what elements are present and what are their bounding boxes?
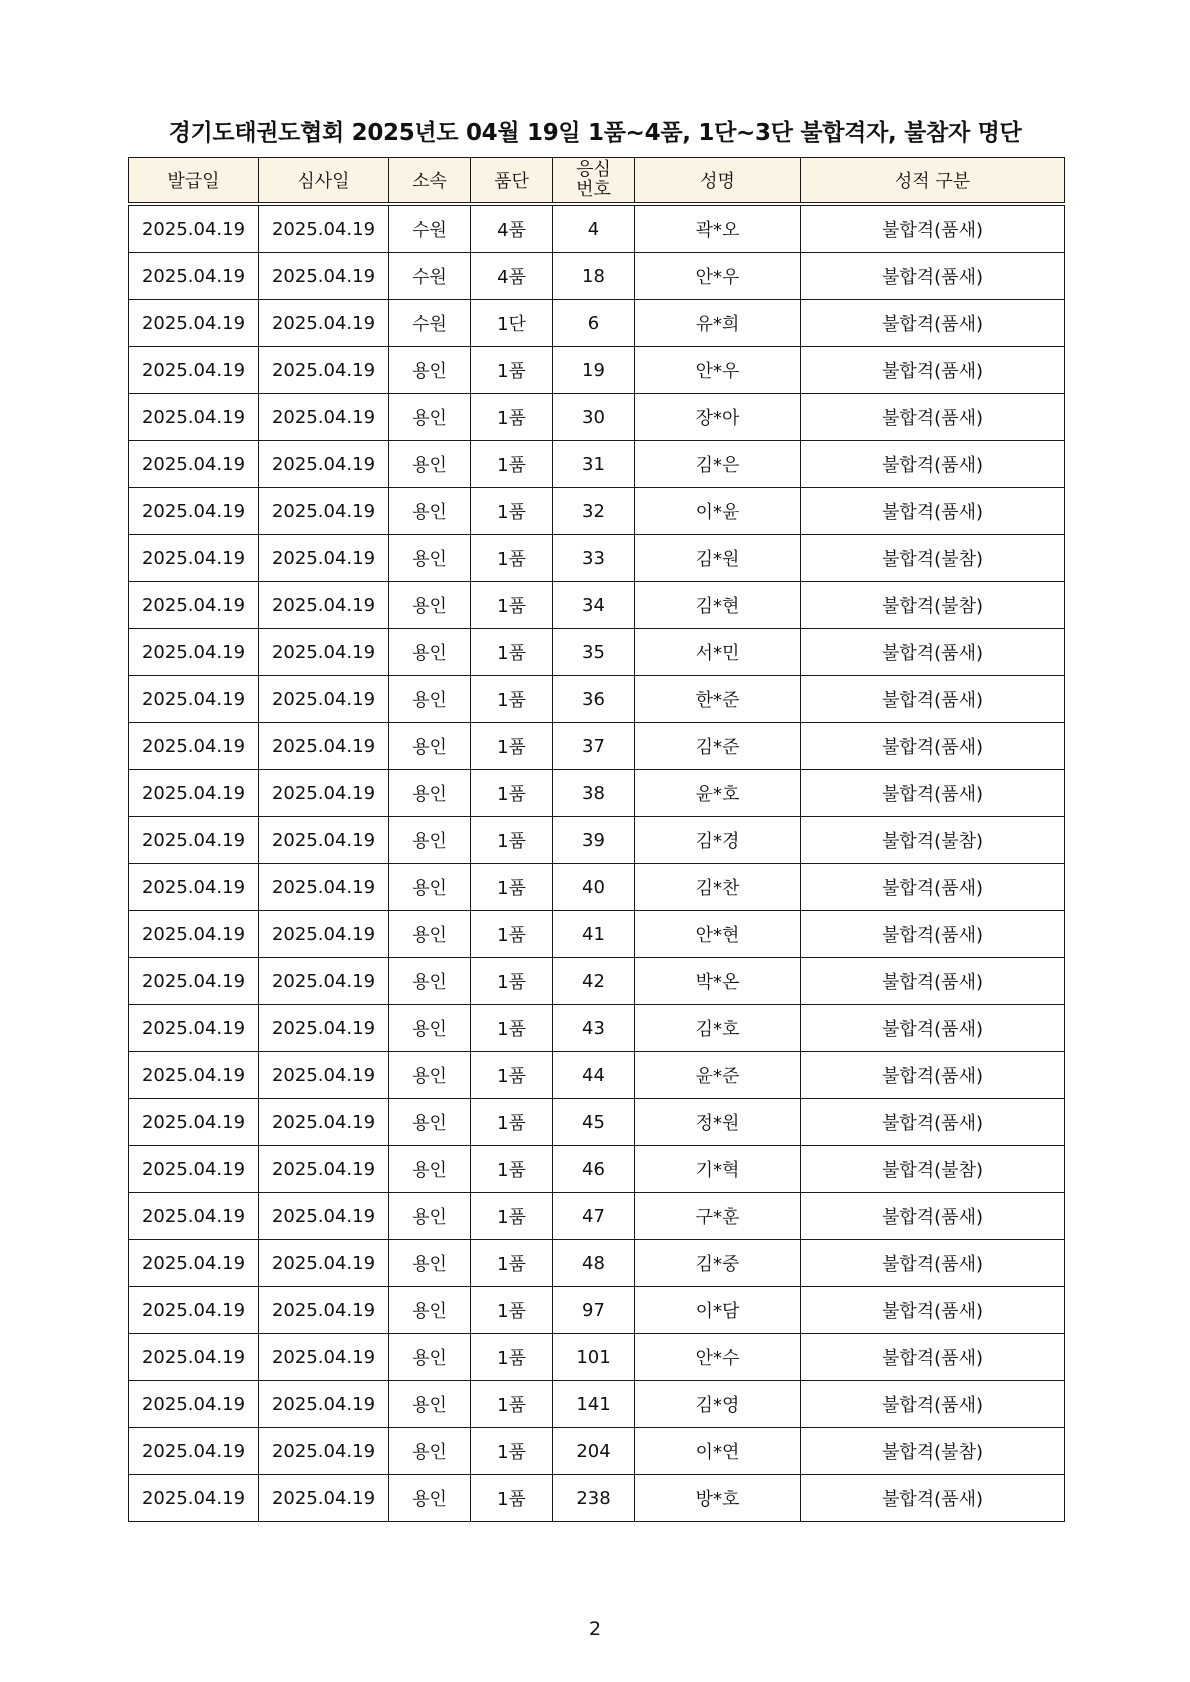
table-row bbox=[129, 770, 1065, 817]
table-row bbox=[129, 958, 1065, 1005]
name-cell: 김*원 bbox=[635, 535, 801, 582]
exam-date-cell: 2025.04.19 bbox=[259, 958, 389, 1005]
rank-cell: 1품 bbox=[471, 582, 553, 629]
table-row bbox=[129, 723, 1065, 770]
name-cell: 서*민 bbox=[635, 629, 801, 676]
exam-date-cell: 2025.04.19 bbox=[259, 1428, 389, 1475]
issue-date-cell: 2025.04.19 bbox=[129, 911, 259, 958]
affiliation-cell: 용인 bbox=[389, 1052, 471, 1099]
issue-date-cell: 2025.04.19 bbox=[129, 676, 259, 723]
page-number: 2 bbox=[588, 1618, 602, 1640]
issue-date-cell: 2025.04.19 bbox=[129, 1287, 259, 1334]
table-row bbox=[129, 1334, 1065, 1381]
name-cell: 기*혁 bbox=[635, 1146, 801, 1193]
col-header-exam-no-line: 응심 bbox=[576, 159, 611, 180]
issue-date-cell: 2025.04.19 bbox=[129, 347, 259, 394]
exam-date-cell: 2025.04.19 bbox=[259, 1287, 389, 1334]
col-header-affiliation: 소속 bbox=[389, 158, 471, 205]
rank-cell: 1단 bbox=[471, 300, 553, 347]
name-cell: 이*윤 bbox=[635, 488, 801, 535]
exam-no-cell: 42 bbox=[553, 958, 635, 1005]
exam-date-cell: 2025.04.19 bbox=[259, 441, 389, 488]
name-cell: 장*아 bbox=[635, 394, 801, 441]
result-cell: 불합격(품새) bbox=[801, 676, 1065, 723]
issue-date-cell: 2025.04.19 bbox=[129, 1193, 259, 1240]
issue-date-cell: 2025.04.19 bbox=[129, 1005, 259, 1052]
header-row bbox=[129, 158, 1065, 205]
col-header-exam-date: 심사일 bbox=[259, 158, 389, 205]
exam-no-cell: 18 bbox=[553, 253, 635, 300]
table-row bbox=[129, 1381, 1065, 1428]
table-row bbox=[129, 347, 1065, 394]
table-row bbox=[129, 300, 1065, 347]
exam-no-cell: 6 bbox=[553, 300, 635, 347]
issue-date-cell: 2025.04.19 bbox=[129, 1052, 259, 1099]
exam-date-cell: 2025.04.19 bbox=[259, 394, 389, 441]
exam-no-cell: 238 bbox=[553, 1475, 635, 1522]
issue-date-cell: 2025.04.19 bbox=[129, 394, 259, 441]
name-cell: 김*호 bbox=[635, 1005, 801, 1052]
table-row bbox=[129, 864, 1065, 911]
rank-cell: 1품 bbox=[471, 488, 553, 535]
issue-date-cell: 2025.04.19 bbox=[129, 817, 259, 864]
result-cell: 불합격(품새) bbox=[801, 300, 1065, 347]
table-row bbox=[129, 394, 1065, 441]
rank-cell: 1품 bbox=[471, 1193, 553, 1240]
table-row bbox=[129, 1005, 1065, 1052]
affiliation-cell: 용인 bbox=[389, 864, 471, 911]
name-cell: 유*희 bbox=[635, 300, 801, 347]
result-cell: 불합격(불참) bbox=[801, 535, 1065, 582]
rank-cell: 1품 bbox=[471, 394, 553, 441]
result-cell: 불합격(품새) bbox=[801, 1287, 1065, 1334]
col-header-issue-date: 발급일 bbox=[129, 158, 259, 205]
issue-date-cell: 2025.04.19 bbox=[129, 1240, 259, 1287]
rank-cell: 1품 bbox=[471, 676, 553, 723]
exam-no-cell: 97 bbox=[553, 1287, 635, 1334]
exam-date-cell: 2025.04.19 bbox=[259, 1334, 389, 1381]
result-cell: 불합격(품새) bbox=[801, 1005, 1065, 1052]
issue-date-cell: 2025.04.19 bbox=[129, 770, 259, 817]
result-cell: 불합격(품새) bbox=[801, 1240, 1065, 1287]
result-cell: 불합격(품새) bbox=[801, 1052, 1065, 1099]
issue-date-cell: 2025.04.19 bbox=[129, 300, 259, 347]
name-cell: 김*현 bbox=[635, 582, 801, 629]
table-row bbox=[129, 1287, 1065, 1334]
table-row bbox=[129, 1052, 1065, 1099]
table-row bbox=[129, 1428, 1065, 1475]
rank-cell: 1품 bbox=[471, 1475, 553, 1522]
issue-date-cell: 2025.04.19 bbox=[129, 1428, 259, 1475]
name-cell: 김*찬 bbox=[635, 864, 801, 911]
exam-date-cell: 2025.04.19 bbox=[259, 1193, 389, 1240]
name-cell: 박*온 bbox=[635, 958, 801, 1005]
rank-cell: 1품 bbox=[471, 817, 553, 864]
rank-cell: 1품 bbox=[471, 911, 553, 958]
result-cell: 불합격(품새) bbox=[801, 1334, 1065, 1381]
exam-date-cell: 2025.04.19 bbox=[259, 300, 389, 347]
exam-no-cell: 101 bbox=[553, 1334, 635, 1381]
exam-no-cell: 45 bbox=[553, 1099, 635, 1146]
issue-date-cell: 2025.04.19 bbox=[129, 441, 259, 488]
exam-date-cell: 2025.04.19 bbox=[259, 817, 389, 864]
affiliation-cell: 용인 bbox=[389, 1146, 471, 1193]
exam-no-cell: 4 bbox=[553, 204, 635, 253]
exam-no-cell: 33 bbox=[553, 535, 635, 582]
table-row bbox=[129, 1193, 1065, 1240]
rank-cell: 1품 bbox=[471, 1099, 553, 1146]
table-row bbox=[129, 253, 1065, 300]
affiliation-cell: 용인 bbox=[389, 1005, 471, 1052]
exam-no-cell: 31 bbox=[553, 441, 635, 488]
col-header-name: 성명 bbox=[635, 158, 801, 205]
table-row bbox=[129, 488, 1065, 535]
result-cell: 불합격(불참) bbox=[801, 817, 1065, 864]
affiliation-cell: 수원 bbox=[389, 253, 471, 300]
exam-no-cell: 19 bbox=[553, 347, 635, 394]
table-row bbox=[129, 1099, 1065, 1146]
exam-date-cell: 2025.04.19 bbox=[259, 911, 389, 958]
name-cell: 김*준 bbox=[635, 723, 801, 770]
exam-date-cell: 2025.04.19 bbox=[259, 676, 389, 723]
table-row bbox=[129, 204, 1065, 253]
rank-cell: 4품 bbox=[471, 204, 553, 253]
affiliation-cell: 용인 bbox=[389, 1193, 471, 1240]
exam-no-cell: 43 bbox=[553, 1005, 635, 1052]
issue-date-cell: 2025.04.19 bbox=[129, 488, 259, 535]
rank-cell: 1품 bbox=[471, 770, 553, 817]
name-cell: 안*수 bbox=[635, 1334, 801, 1381]
affiliation-cell: 용인 bbox=[389, 1381, 471, 1428]
table-row bbox=[129, 629, 1065, 676]
result-cell: 불합격(품새) bbox=[801, 864, 1065, 911]
exam-date-cell: 2025.04.19 bbox=[259, 629, 389, 676]
table-row bbox=[129, 535, 1065, 582]
name-cell: 김*은 bbox=[635, 441, 801, 488]
exam-no-cell: 48 bbox=[553, 1240, 635, 1287]
exam-no-cell: 40 bbox=[553, 864, 635, 911]
name-cell: 안*우 bbox=[635, 347, 801, 394]
rank-cell: 1품 bbox=[471, 723, 553, 770]
exam-date-cell: 2025.04.19 bbox=[259, 535, 389, 582]
exam-date-cell: 2025.04.19 bbox=[259, 1381, 389, 1428]
name-cell: 이*담 bbox=[635, 1287, 801, 1334]
affiliation-cell: 용인 bbox=[389, 676, 471, 723]
rank-cell: 1품 bbox=[471, 864, 553, 911]
exam-no-cell: 44 bbox=[553, 1052, 635, 1099]
exam-no-cell: 34 bbox=[553, 582, 635, 629]
result-cell: 불합격(불참) bbox=[801, 582, 1065, 629]
col-header-exam-no-line: 번호 bbox=[576, 179, 611, 200]
col-header-exam-no bbox=[553, 158, 635, 205]
affiliation-cell: 용인 bbox=[389, 582, 471, 629]
exam-no-cell: 32 bbox=[553, 488, 635, 535]
result-cell: 불합격(품새) bbox=[801, 1193, 1065, 1240]
exam-no-cell: 37 bbox=[553, 723, 635, 770]
exam-no-cell: 141 bbox=[553, 1381, 635, 1428]
rank-cell: 1품 bbox=[471, 347, 553, 394]
result-cell: 불합격(불참) bbox=[801, 1146, 1065, 1193]
exam-date-cell: 2025.04.19 bbox=[259, 864, 389, 911]
exam-date-cell: 2025.04.19 bbox=[259, 253, 389, 300]
result-cell: 불합격(품새) bbox=[801, 629, 1065, 676]
name-cell: 안*현 bbox=[635, 911, 801, 958]
name-cell: 이*연 bbox=[635, 1428, 801, 1475]
rank-cell: 1품 bbox=[471, 1381, 553, 1428]
table-row bbox=[129, 676, 1065, 723]
affiliation-cell: 용인 bbox=[389, 347, 471, 394]
affiliation-cell: 수원 bbox=[389, 300, 471, 347]
affiliation-cell: 용인 bbox=[389, 817, 471, 864]
exam-date-cell: 2025.04.19 bbox=[259, 1146, 389, 1193]
table-row bbox=[129, 582, 1065, 629]
exam-no-cell: 35 bbox=[553, 629, 635, 676]
exam-no-cell: 39 bbox=[553, 817, 635, 864]
col-header-result: 성적 구분 bbox=[801, 158, 1065, 205]
exam-no-cell: 204 bbox=[553, 1428, 635, 1475]
name-cell: 윤*호 bbox=[635, 770, 801, 817]
affiliation-cell: 용인 bbox=[389, 1475, 471, 1522]
issue-date-cell: 2025.04.19 bbox=[129, 864, 259, 911]
page-title: 경기도태권도협회 2025년도 04월 19일 1품~4품, 1단~3단 불합격자, 불참자 명단 bbox=[168, 120, 1022, 146]
result-cell: 불합격(품새) bbox=[801, 253, 1065, 300]
issue-date-cell: 2025.04.19 bbox=[129, 723, 259, 770]
result-cell: 불합격(품새) bbox=[801, 911, 1065, 958]
table-row bbox=[129, 817, 1065, 864]
result-cell: 불합격(품새) bbox=[801, 770, 1065, 817]
result-cell: 불합격(품새) bbox=[801, 1099, 1065, 1146]
exam-date-cell: 2025.04.19 bbox=[259, 770, 389, 817]
roster-body bbox=[129, 204, 1065, 1522]
exam-date-cell: 2025.04.19 bbox=[259, 1475, 389, 1522]
issue-date-cell: 2025.04.19 bbox=[129, 1475, 259, 1522]
name-cell: 안*우 bbox=[635, 253, 801, 300]
affiliation-cell: 용인 bbox=[389, 1334, 471, 1381]
exam-date-cell: 2025.04.19 bbox=[259, 1099, 389, 1146]
affiliation-cell: 용인 bbox=[389, 723, 471, 770]
affiliation-cell: 용인 bbox=[389, 535, 471, 582]
affiliation-cell: 수원 bbox=[389, 204, 471, 253]
exam-no-cell: 41 bbox=[553, 911, 635, 958]
exam-date-cell: 2025.04.19 bbox=[259, 488, 389, 535]
name-cell: 곽*오 bbox=[635, 204, 801, 253]
name-cell: 윤*준 bbox=[635, 1052, 801, 1099]
rank-cell: 1품 bbox=[471, 629, 553, 676]
exam-date-cell: 2025.04.19 bbox=[259, 1240, 389, 1287]
table-row bbox=[129, 441, 1065, 488]
table-row bbox=[129, 1240, 1065, 1287]
affiliation-cell: 용인 bbox=[389, 958, 471, 1005]
affiliation-cell: 용인 bbox=[389, 1099, 471, 1146]
exam-date-cell: 2025.04.19 bbox=[259, 347, 389, 394]
affiliation-cell: 용인 bbox=[389, 1240, 471, 1287]
result-cell: 불합격(품새) bbox=[801, 1475, 1065, 1522]
roster-table bbox=[128, 157, 1065, 1522]
name-cell: 방*호 bbox=[635, 1475, 801, 1522]
issue-date-cell: 2025.04.19 bbox=[129, 253, 259, 300]
exam-no-cell: 36 bbox=[553, 676, 635, 723]
rank-cell: 1품 bbox=[471, 1005, 553, 1052]
exam-no-cell: 38 bbox=[553, 770, 635, 817]
rank-cell: 1품 bbox=[471, 1146, 553, 1193]
issue-date-cell: 2025.04.19 bbox=[129, 1146, 259, 1193]
affiliation-cell: 용인 bbox=[389, 629, 471, 676]
rank-cell: 1품 bbox=[471, 1052, 553, 1099]
affiliation-cell: 용인 bbox=[389, 1428, 471, 1475]
name-cell: 한*준 bbox=[635, 676, 801, 723]
exam-date-cell: 2025.04.19 bbox=[259, 723, 389, 770]
issue-date-cell: 2025.04.19 bbox=[129, 958, 259, 1005]
result-cell: 불합격(불참) bbox=[801, 1428, 1065, 1475]
result-cell: 불합격(품새) bbox=[801, 394, 1065, 441]
issue-date-cell: 2025.04.19 bbox=[129, 204, 259, 253]
rank-cell: 1품 bbox=[471, 1334, 553, 1381]
issue-date-cell: 2025.04.19 bbox=[129, 1381, 259, 1428]
affiliation-cell: 용인 bbox=[389, 394, 471, 441]
exam-no-cell: 47 bbox=[553, 1193, 635, 1240]
rank-cell: 1품 bbox=[471, 958, 553, 1005]
exam-date-cell: 2025.04.19 bbox=[259, 582, 389, 629]
rank-cell: 1품 bbox=[471, 1287, 553, 1334]
exam-date-cell: 2025.04.19 bbox=[259, 1052, 389, 1099]
result-cell: 불합격(품새) bbox=[801, 204, 1065, 253]
exam-no-cell: 46 bbox=[553, 1146, 635, 1193]
name-cell: 구*훈 bbox=[635, 1193, 801, 1240]
issue-date-cell: 2025.04.19 bbox=[129, 582, 259, 629]
result-cell: 불합격(품새) bbox=[801, 958, 1065, 1005]
result-cell: 불합격(품새) bbox=[801, 441, 1065, 488]
col-header-rank: 품단 bbox=[471, 158, 553, 205]
rank-cell: 1품 bbox=[471, 441, 553, 488]
exam-date-cell: 2025.04.19 bbox=[259, 1005, 389, 1052]
name-cell: 김*영 bbox=[635, 1381, 801, 1428]
result-cell: 불합격(품새) bbox=[801, 1381, 1065, 1428]
name-cell: 김*경 bbox=[635, 817, 801, 864]
name-cell: 정*원 bbox=[635, 1099, 801, 1146]
result-cell: 불합격(품새) bbox=[801, 723, 1065, 770]
affiliation-cell: 용인 bbox=[389, 1287, 471, 1334]
rank-cell: 4품 bbox=[471, 253, 553, 300]
issue-date-cell: 2025.04.19 bbox=[129, 1334, 259, 1381]
affiliation-cell: 용인 bbox=[389, 441, 471, 488]
rank-cell: 1품 bbox=[471, 1428, 553, 1475]
table-row bbox=[129, 1475, 1065, 1522]
rank-cell: 1품 bbox=[471, 1240, 553, 1287]
rank-cell: 1품 bbox=[471, 535, 553, 582]
result-cell: 불합격(품새) bbox=[801, 488, 1065, 535]
result-cell: 불합격(품새) bbox=[801, 347, 1065, 394]
issue-date-cell: 2025.04.19 bbox=[129, 629, 259, 676]
exam-date-cell: 2025.04.19 bbox=[259, 204, 389, 253]
exam-no-cell: 30 bbox=[553, 394, 635, 441]
affiliation-cell: 용인 bbox=[389, 911, 471, 958]
affiliation-cell: 용인 bbox=[389, 770, 471, 817]
issue-date-cell: 2025.04.19 bbox=[129, 1099, 259, 1146]
name-cell: 김*중 bbox=[635, 1240, 801, 1287]
affiliation-cell: 용인 bbox=[389, 488, 471, 535]
table-row bbox=[129, 1146, 1065, 1193]
table-row bbox=[129, 911, 1065, 958]
issue-date-cell: 2025.04.19 bbox=[129, 535, 259, 582]
